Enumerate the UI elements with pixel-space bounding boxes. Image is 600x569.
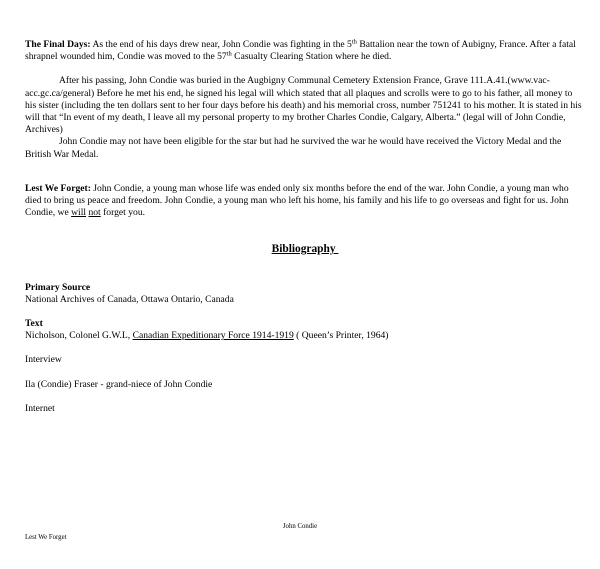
- text-citation: [25, 330, 585, 342]
- final-days-text-2: Battalion near the town of Aubigny, France. After a fatal shrapnel wounded him, Condie was moved to the 57: [25, 39, 576, 63]
- final-days-paragraph: [25, 39, 585, 63]
- word-will: will: [71, 207, 87, 219]
- primary-source-heading: Primary Source: [25, 281, 91, 293]
- final-days-text-3: Casualty Clearing Station where he died.: [231, 51, 392, 63]
- bibliography-title: Bibliography: [271, 243, 339, 256]
- final-days-text-1: As the end of his days drew near, John Condie was fighting in the 5: [90, 39, 352, 50]
- lest-we-forget-text-2: forget you.: [100, 207, 146, 219]
- text-author: Nicholson, Colonel G.W.L,: [25, 330, 133, 342]
- superscript-th-2: th: [226, 50, 232, 58]
- primary-source-text: National Archives of Canada, Ottawa Ontario, Canada: [25, 293, 234, 305]
- lest-we-forget-heading: Lest We Forget:: [25, 182, 91, 194]
- text-publisher: ( Queen’s Printer, 1964): [293, 330, 389, 342]
- interview-text: Ila (Condie) Fraser - grand-niece of John Condie: [25, 378, 213, 390]
- word-not: not: [88, 207, 101, 219]
- text-heading: Text: [25, 318, 43, 330]
- lest-we-forget-text-1: John Condie, a young man whose life was ended only six months before the end of the war. John Condie, a young man who died to bring us peace and freedom. John Condie, a young man who left his home, his family and his life to go overseas and fight for us. John Condie, we: [25, 182, 569, 219]
- star-paragraph: John Condie may not have been eligible for the star but had he survived the war he would have received the Victory Medal and the British War Medal.: [25, 136, 562, 160]
- lest-we-forget-paragraph: [25, 183, 585, 220]
- superscript-th-1: th: [351, 38, 357, 46]
- document-page: [25, 39, 585, 415]
- burial-paragraph: After his passing, John Condie was buried in the Augbigny Communal Cemetery Extension France, Grave 111.A.41.(www.vac-acc.gc.ca/general) Before he met his end, he signed his legal will which stated that all plaques and scrolls were to go to his father, all money to his sister (including the ten dollars sent to her four days before his death) and his memorial cross, number 751241 to his mother. It is stated in his will that “In event of my death, I leave all my personal property to my brother Charles Condie, Calgary, Alberta.” (legal will of John Condie, Archives): [25, 75, 582, 136]
- final-days-heading: The Final Days:: [25, 39, 91, 50]
- footer-author: John Condie: [282, 523, 318, 530]
- internet-heading: Internet: [25, 402, 55, 414]
- footer-title: Lest We Forget: [25, 534, 67, 541]
- text-book-title: Canadian Expeditionary Force 1914-1919: [132, 330, 294, 342]
- interview-heading: Interview: [25, 354, 62, 366]
